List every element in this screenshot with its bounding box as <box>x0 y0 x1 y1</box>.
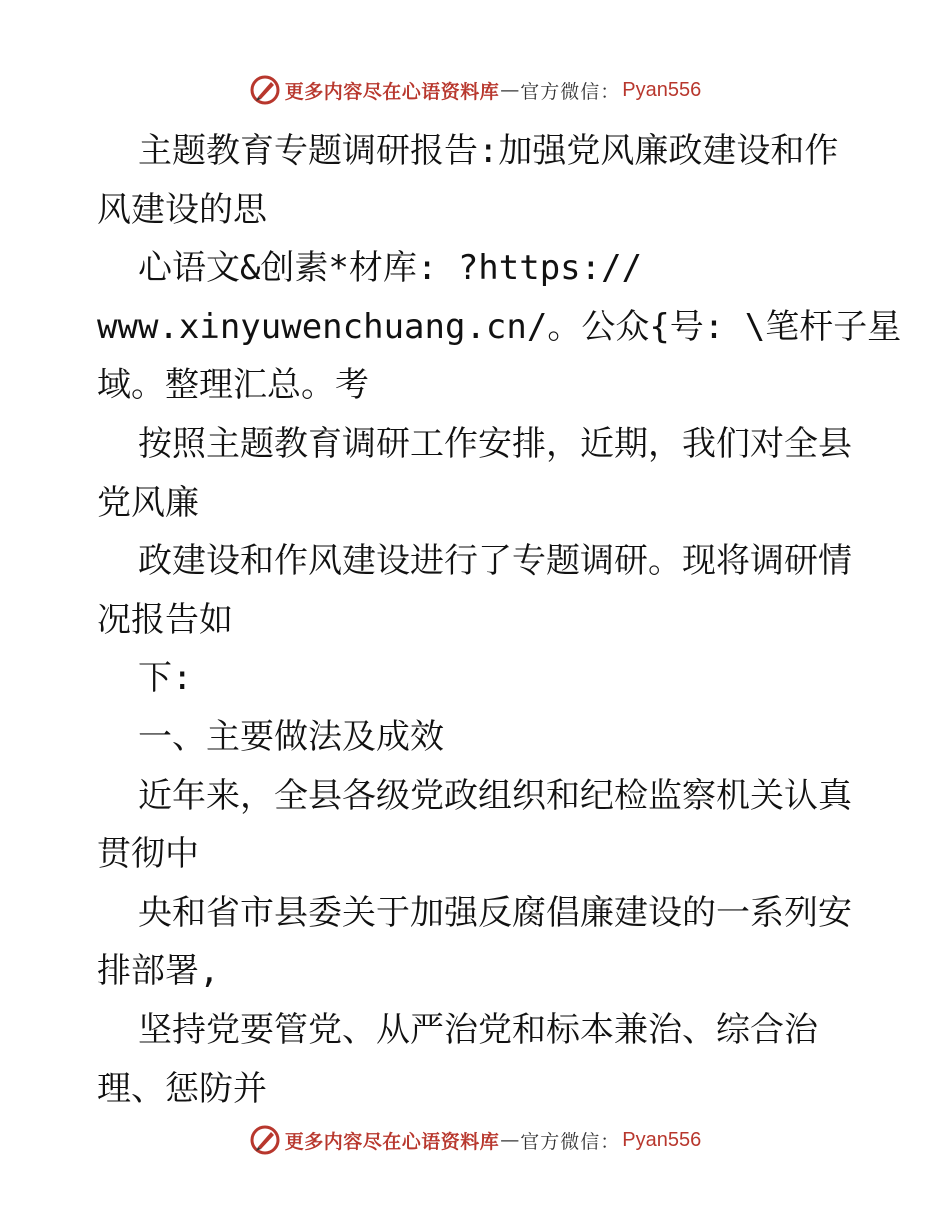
quill-pen-logo-icon <box>249 74 281 106</box>
body-text-line: 排部署, <box>97 951 220 992</box>
body-text-line: 况报告如 <box>97 599 233 640</box>
header-wechat-label: 官方微信： <box>520 80 621 103</box>
header-brand-text: 更多内容尽在心语资料库 <box>284 80 500 103</box>
body-text-line: 近年来，全县各级党政组织和纪检监察机关认真 <box>97 775 852 816</box>
body-text-line: 主题教育专题调研报告:加强党风廉政建设和作 <box>97 131 839 171</box>
header-dash: — <box>500 79 520 101</box>
body-text-line: 党风廉 <box>97 482 199 523</box>
body-text-line: 坚持党要管党、从严治党和标本兼治、综合治 <box>97 1009 818 1050</box>
header-banner <box>0 70 950 110</box>
footer-banner <box>0 1120 950 1160</box>
body-text-line: 贯彻中 <box>97 834 199 875</box>
body-text-line: 按照主题教育调研工作安排，近期，我们对全县 <box>97 423 852 464</box>
body-text-line: 风建设的思 <box>97 189 267 230</box>
body-text-line: 域。整理汇总。考 <box>97 365 369 406</box>
header-wechat-id: Pyan556 <box>622 78 702 101</box>
footer-brand-text: 更多内容尽在心语资料库 <box>284 1130 500 1153</box>
document-body <box>97 122 902 1118</box>
body-text-line: 心语文&创素*材库: ?https:// <box>97 248 643 289</box>
footer-dash: — <box>500 1129 520 1151</box>
body-text-line: 下: <box>97 658 193 699</box>
quill-pen-logo-icon <box>249 1124 281 1156</box>
footer-wechat-id: Pyan556 <box>622 1128 702 1151</box>
body-text-line: www.xinyuwenchuang.cn/。公众{号: \笔杆子星 <box>97 306 902 347</box>
body-text-line: 央和省市县委关于加强反腐倡廉建设的一系列安 <box>97 892 852 933</box>
body-text-line: 一、主要做法及成效 <box>97 716 444 757</box>
footer-wechat-label: 官方微信： <box>520 1130 621 1153</box>
body-text-line: 理、惩防并 <box>97 1068 267 1109</box>
body-text-line: 政建设和作风建设进行了专题调研。现将调研情 <box>97 541 852 582</box>
